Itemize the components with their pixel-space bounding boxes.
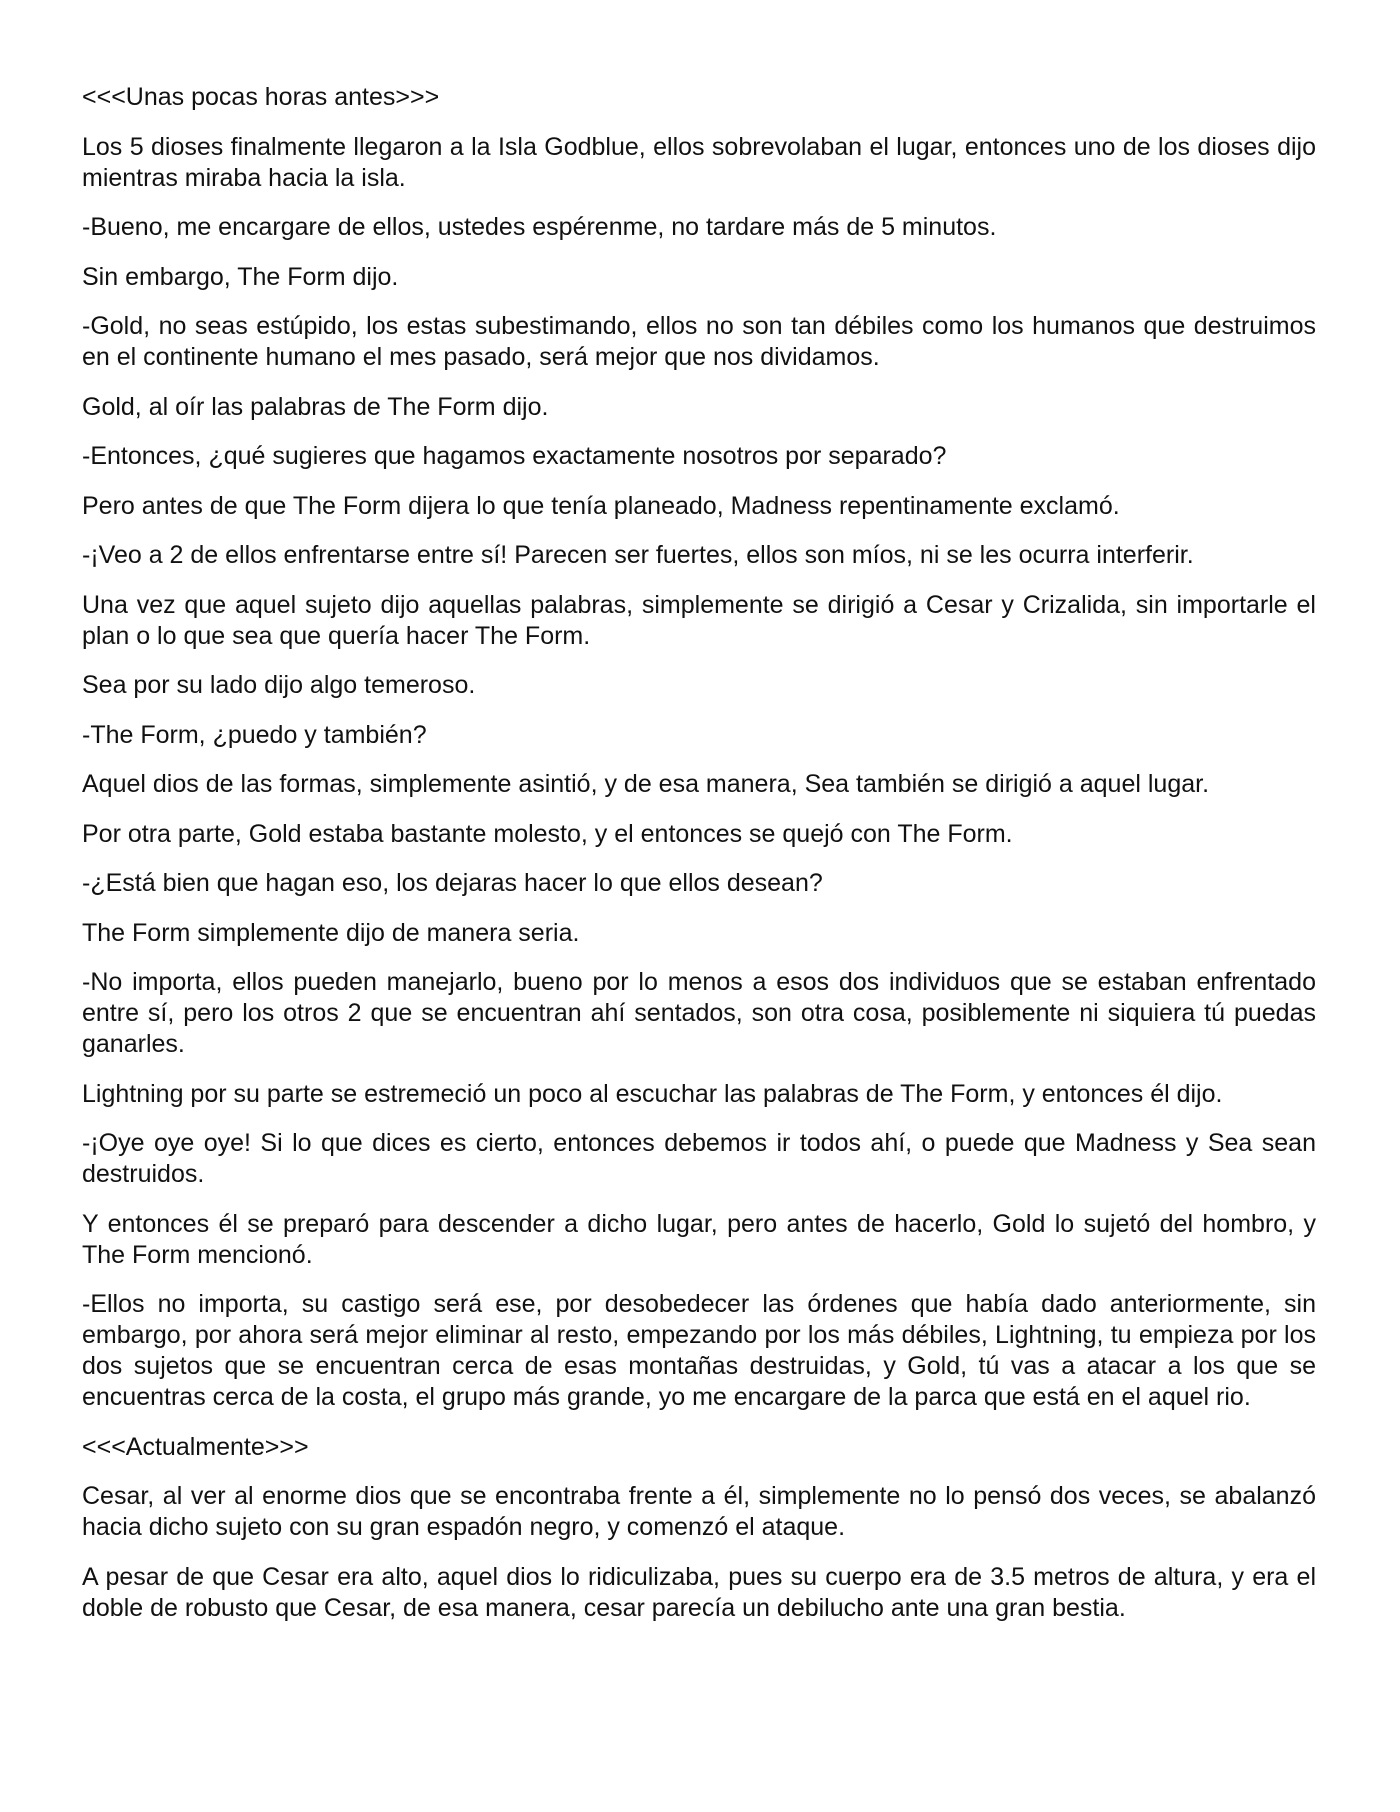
narration-paragraph: Los 5 dioses finalmente llegaron a la Isla Godblue, ellos sobrevolaban el lugar, entonces uno de los dioses dijo mientras miraba hacia la isla. <box>82 132 1316 192</box>
narration-paragraph: Y entonces él se preparó para descender a dicho lugar, pero antes de hacerlo, Gold lo sujetó del hombro, y The Form mencionó. <box>82 1209 1316 1269</box>
dialogue-paragraph: -Bueno, me encargare de ellos, ustedes espérenme, no tardare más de 5 minutos. <box>82 213 997 241</box>
narration-paragraph: Gold, al oír las palabras de The Form dijo. <box>82 392 549 421</box>
dialogue-paragraph: -The Form, ¿puedo y también? <box>82 720 427 749</box>
narration-paragraph: Sin embargo, The Form dijo. <box>82 262 399 291</box>
dialogue-paragraph: -¿Está bien que hagan eso, los dejaras hacer lo que ellos desean? <box>82 869 823 897</box>
dialogue-paragraph: -Gold, no seas estúpido, los estas subestimando, ellos no son tan débiles como los humanos que destruimos en el continente humano el mes pasado, será mejor que nos dividamos. <box>82 312 1316 371</box>
dialogue-paragraph: -No importa, ellos pueden manejarlo, bueno por lo menos a esos dos individuos que se estaban enfrentado entre sí, pero los otros 2 que se encuentran ahí sentados, son otra cosa, posiblemente ni siquiera tú puedas ganarles. <box>82 968 1316 1058</box>
narration-paragraph: Cesar, al ver al enorme dios que se encontraba frente a él, simplemente no lo pensó dos veces, se abalanzó hacia dicho sujeto con su gran espadón negro, y comenzó el ataque. <box>82 1482 1316 1541</box>
narration-paragraph: The Form simplemente dijo de manera seria. <box>82 918 580 947</box>
narration-paragraph: Pero antes de que The Form dijera lo que tenía planeado, Madness repentinamente exclamó. <box>82 491 1120 520</box>
dialogue-paragraph: -Entonces, ¿qué sugieres que hagamos exactamente nosotros por separado? <box>82 442 947 470</box>
narration-paragraph: A pesar de que Cesar era alto, aquel dios lo ridiculizaba, pues su cuerpo era de 3.5 metros de altura, y era el doble de robusto que Cesar, de esa manera, cesar parecía un debilucho ante una gran bestia. <box>82 1562 1316 1622</box>
section-heading: <<<Unas pocas horas antes>>> <box>82 83 440 111</box>
narration-paragraph: Lightning por su parte se estremeció un poco al escuchar las palabras de The Form, y entonces él dijo. <box>82 1079 1223 1108</box>
narration-paragraph: Aquel dios de las formas, simplemente asintió, y de esa manera, Sea también se dirigió a aquel lugar. <box>82 770 1210 798</box>
dialogue-paragraph: -¡Oye oye oye! Si lo que dices es cierto, entonces debemos ir todos ahí, o puede que Madness y Sea sean destruidos. <box>82 1129 1316 1188</box>
dialogue-paragraph: -¡Veo a 2 de ellos enfrentarse entre sí! Parecen ser fuertes, ellos son míos, ni se les ocurra interferir. <box>82 541 1194 569</box>
narration-paragraph: Por otra parte, Gold estaba bastante molesto, y el entonces se quejó con The Form. <box>82 819 1013 848</box>
dialogue-paragraph: -Ellos no importa, su castigo será ese, por desobedecer las órdenes que había dado anteriormente, sin embargo, por ahora será mejor eliminar al resto, empezando por los más débiles, Lightning, tu empieza por los dos sujetos que se encuentran cerca de esas montañas destruidas, y Gold, tú vas a atacar a los que se encuentras cerca de la costa, el grupo más grande, yo me encargare de la parca que está en el aquel rio. <box>82 1290 1316 1411</box>
section-heading: <<<Actualmente>>> <box>82 1432 309 1461</box>
narration-paragraph: Una vez que aquel sujeto dijo aquellas palabras, simplemente se dirigió a Cesar y Crizalida, sin importarle el plan o lo que sea que quería hacer The Form. <box>82 590 1316 650</box>
narration-paragraph: Sea por su lado dijo algo temeroso. <box>82 671 476 699</box>
